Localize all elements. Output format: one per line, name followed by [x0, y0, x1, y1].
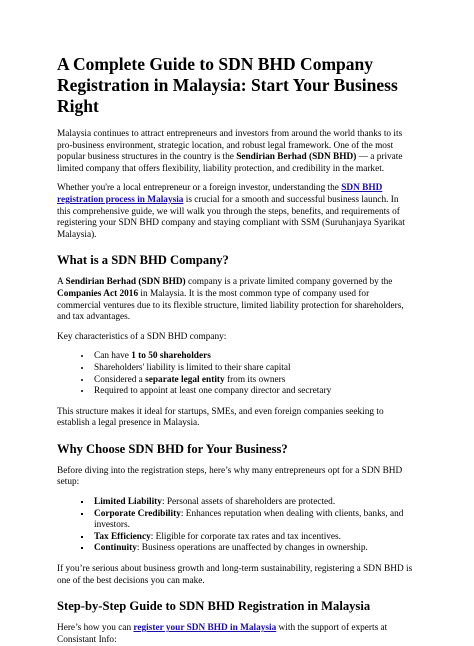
benefit-text: : Personal assets of shareholders are protected. [161, 497, 336, 508]
list-item [92, 386, 413, 398]
section-heading-what-is: What is a SDN BHD Company? [57, 253, 229, 268]
intro-text: Whether you're a local entrepreneur or a foreign investor, understanding the [57, 183, 342, 194]
benefit-term: Limited Liability [94, 497, 162, 508]
list-item [92, 509, 413, 532]
intro-text: Malaysia continues to attract entrepreneurs and investors from around the world thanks to its pro-business environment, strategic location, and robust legal framework. One of the most popular business structures in the country is the [57, 129, 403, 163]
section1-text: company is a private limited company governed by the [185, 277, 393, 288]
list-item [92, 351, 413, 363]
list-item-text: Can have [94, 351, 132, 362]
section3-text: Here’s how you can [57, 623, 134, 634]
section-heading-step-by-step: Step-by-Step Guide to SDN BHD Registration in Malaysia [57, 599, 371, 614]
list-item-text: from its owners [224, 374, 286, 385]
intro-text: is crucial for a smooth and successful business launch. In this comprehensive guide, we will walk you through the steps, benefits, and requirements of registering your SDN BHD company and staying compliant with SSM (Suruhanjaya Syarikat Malaysia). [57, 194, 405, 240]
intro-bold-term: Sendirian Berhad (SDN BHD) [236, 152, 357, 163]
list-item [92, 497, 413, 509]
section3-paragraph-1 [57, 623, 413, 646]
section1-paragraph-3: This structure makes it ideal for startups, SMEs, and even foreign companies seeking to establish a legal presence in Malaysia. [57, 406, 384, 429]
section1-bold-term: Sendirian Berhad (SDN BHD) [65, 277, 186, 288]
section1-bold-act: Companies Act 2016 [57, 288, 139, 299]
list-item [92, 543, 413, 555]
section1-text: in Malaysia. It is the most common type of company used for commercial ventures due to its flexible structure, limited liability protection for shareholders, and tax advantages. [57, 288, 404, 323]
list-item-text: Required to appoint at least one company director and secretary [94, 386, 332, 397]
list-item [92, 375, 413, 387]
section3-text: with the support of experts at Consistant Info: [57, 623, 388, 645]
list-item [92, 363, 413, 375]
section1-paragraph-2: Key characteristics of a SDN BHD company: [57, 331, 227, 342]
intro-paragraph-2 [57, 183, 413, 241]
benefit-term: Corporate Credibility [94, 508, 181, 519]
intro-text: — a private limited company that offers flexibility, liability protection, and credibility in the market. [57, 152, 403, 174]
section2-paragraph-2: If you’re serious about business growth and long-term sustainability, registering a SDN BHD is one of the best decisions you can make. [57, 564, 413, 586]
intro-paragraph-1 [57, 129, 413, 175]
register-sdn-bhd-link[interactable]: register your SDN BHD in Malaysia [133, 623, 277, 634]
benefit-text: : Enhances reputation when dealing with clients, banks, and investors. [94, 508, 404, 531]
benefits-list [57, 497, 413, 555]
section1-text: A [57, 277, 66, 288]
list-item-bold: separate legal entity [145, 374, 225, 385]
page-title: A Complete Guide to SDN BHD Company Registration in Malaysia: Start Your Business Right [57, 54, 398, 116]
section2-paragraph-1: Before diving into the registration steps, here’s why many entrepreneurs opt for a SDN BHD setup: [57, 465, 403, 488]
benefit-text: : Business operations are unaffected by changes in ownership. [136, 543, 368, 554]
section1-paragraph-1 [57, 277, 413, 323]
list-item [92, 532, 413, 544]
registration-process-link[interactable]: SDN BHD registration process in Malaysia [57, 183, 383, 205]
benefit-term: Continuity [94, 543, 137, 554]
benefit-text: : Eligible for corporate tax rates and tax incentives. [150, 531, 341, 542]
list-item-text: Considered a [94, 374, 146, 385]
list-item-text: Shareholders' liability is limited to their share capital [94, 362, 291, 373]
characteristics-list [57, 351, 413, 397]
list-item-bold: 1 to 50 shareholders [131, 351, 211, 362]
benefit-term: Tax Efficiency [94, 531, 151, 542]
section-heading-why-choose: Why Choose SDN BHD for Your Business? [57, 441, 288, 456]
